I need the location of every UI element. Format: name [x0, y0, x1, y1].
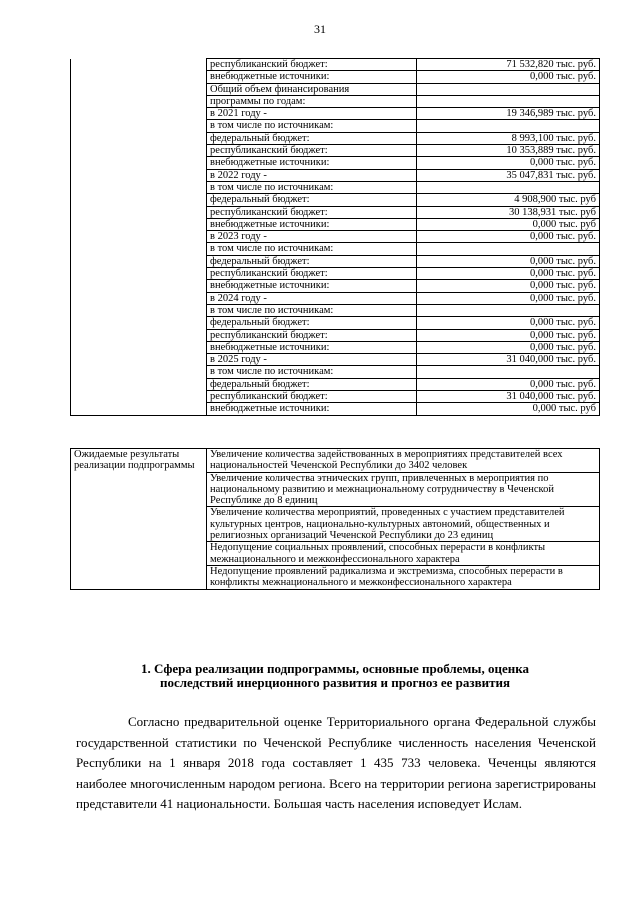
financing-value — [417, 304, 600, 316]
financing-label: внебюджетные источники: — [207, 71, 417, 83]
page-number: 31 — [314, 22, 326, 36]
financing-label: в 2024 году - — [207, 292, 417, 304]
financing-value: 30 138,931 тыс. руб — [417, 206, 600, 218]
financing-label: в 2022 году - — [207, 169, 417, 181]
financing-label: в том числе по источникам: — [207, 304, 417, 316]
financing-label: в том числе по источникам: — [207, 243, 417, 255]
financing-label: в том числе по источникам: — [207, 366, 417, 378]
financing-value: 0,000 тыс. руб. — [417, 255, 600, 267]
financing-value: 0,000 тыс. руб. — [417, 231, 600, 243]
result-item: Недопущение социальных проявлений, способных перерасти в конфликты межнационального и межконфессионального характера — [207, 542, 600, 566]
financing-label: программы по годам: — [207, 95, 417, 107]
financing-value: 0,000 тыс. руб. — [417, 157, 600, 169]
financing-value: 0,000 тыс. руб. — [417, 280, 600, 292]
financing-label: федеральный бюджет: — [207, 255, 417, 267]
section-heading: 1. Сфера реализации подпрограммы, основные проблемы, оценка последствий инерционного развития и прогноз ее развития — [140, 661, 529, 690]
financing-value — [417, 120, 600, 132]
financing-value: 0,000 тыс. руб. — [417, 71, 600, 83]
financing-value: 0,000 тыс. руб. — [417, 329, 600, 341]
financing-label: внебюджетные источники: — [207, 403, 417, 415]
financing-value: 0,000 тыс. руб. — [417, 292, 600, 304]
financing-label: в 2021 году - — [207, 108, 417, 120]
financing-label: республиканский бюджет: — [207, 391, 417, 403]
result-item: Недопущение проявлений радикализма и экстремизма, способных перерасти в конфликты межнационального и межконфессионального характера — [207, 565, 600, 589]
financing-label: внебюджетные источники: — [207, 157, 417, 169]
financing-label: федеральный бюджет: — [207, 317, 417, 329]
financing-value: 0,000 тыс. руб. — [417, 378, 600, 390]
financing-value: 35 047,831 тыс. руб. — [417, 169, 600, 181]
financing-label: в том числе по источникам: — [207, 120, 417, 132]
financing-value: 0,000 тыс. руб. — [417, 317, 600, 329]
financing-value — [417, 95, 600, 107]
table-row — [71, 449, 600, 473]
financing-value: 19 346,989 тыс. руб. — [417, 108, 600, 120]
financing-label: республиканский бюджет: — [207, 59, 417, 71]
financing-label: внебюджетные источники: — [207, 280, 417, 292]
financing-label: федеральный бюджет: — [207, 378, 417, 390]
financing-value: 0,000 тыс. руб. — [417, 268, 600, 280]
financing-value: 10 353,889 тыс. руб. — [417, 145, 600, 157]
result-item: Увеличение количества мероприятий, проведенных с участием представителей культурных центров, национально-культурных автономий, общественных и религиозных организаций Чеченской Республики до 23 единиц — [207, 507, 600, 542]
financing-value — [417, 83, 600, 95]
financing-label: в 2025 году - — [207, 354, 417, 366]
financing-label: республиканский бюджет: — [207, 329, 417, 341]
financing-value — [417, 181, 600, 193]
financing-table — [70, 58, 600, 416]
financing-value: 0,000 тыс. руб — [417, 403, 600, 415]
financing-label: в 2023 году - — [207, 231, 417, 243]
left-column-cell — [71, 59, 207, 416]
result-item: Увеличение количества этнических групп, привлеченных в мероприятия по национальному развитию и межнациональному сотрудничеству в Чеченской Республике до 8 единиц — [207, 472, 600, 507]
financing-label: Общий объем финансирования — [207, 83, 417, 95]
financing-label: республиканский бюджет: — [207, 206, 417, 218]
financing-value: 4 908,900 тыс. руб — [417, 194, 600, 206]
expected-results-label: Ожидаемые результаты реализации подпрограммы — [71, 449, 207, 590]
financing-label: внебюджетные источники: — [207, 218, 417, 230]
financing-value: 0,000 тыс. руб — [417, 218, 600, 230]
body-paragraph: Согласно предварительной оценке Территориального органа Федеральной службы государственной статистики по Чеченской Республике численность населения Чеченской Республики на 1 января 2018 года составляет 1 435 733 человека. Чеченцы являются наиболее многочисленным народом региона. Всего на территории региона зарегистрированы представители 41 национальности. Большая часть населения исповедует Ислам. — [76, 714, 596, 811]
financing-label: республиканский бюджет: — [207, 145, 417, 157]
financing-value: 0,000 тыс. руб. — [417, 341, 600, 353]
financing-value — [417, 366, 600, 378]
financing-label: внебюджетные источники: — [207, 341, 417, 353]
financing-label: в том числе по источникам: — [207, 181, 417, 193]
financing-value — [417, 243, 600, 255]
financing-label: федеральный бюджет: — [207, 194, 417, 206]
result-item: Увеличение количества задействованных в мероприятиях представителей всех национальностей Чеченской Республики до 3402 человек — [207, 449, 600, 473]
table-row — [71, 59, 600, 71]
expected-results-table — [70, 448, 600, 590]
financing-value: 31 040,000 тыс. руб. — [417, 354, 600, 366]
financing-value: 31 040,000 тыс. руб. — [417, 391, 600, 403]
financing-value: 71 532,820 тыс. руб. — [417, 59, 600, 71]
financing-label: федеральный бюджет: — [207, 132, 417, 144]
financing-label: республиканский бюджет: — [207, 268, 417, 280]
financing-value: 8 993,100 тыс. руб. — [417, 132, 600, 144]
